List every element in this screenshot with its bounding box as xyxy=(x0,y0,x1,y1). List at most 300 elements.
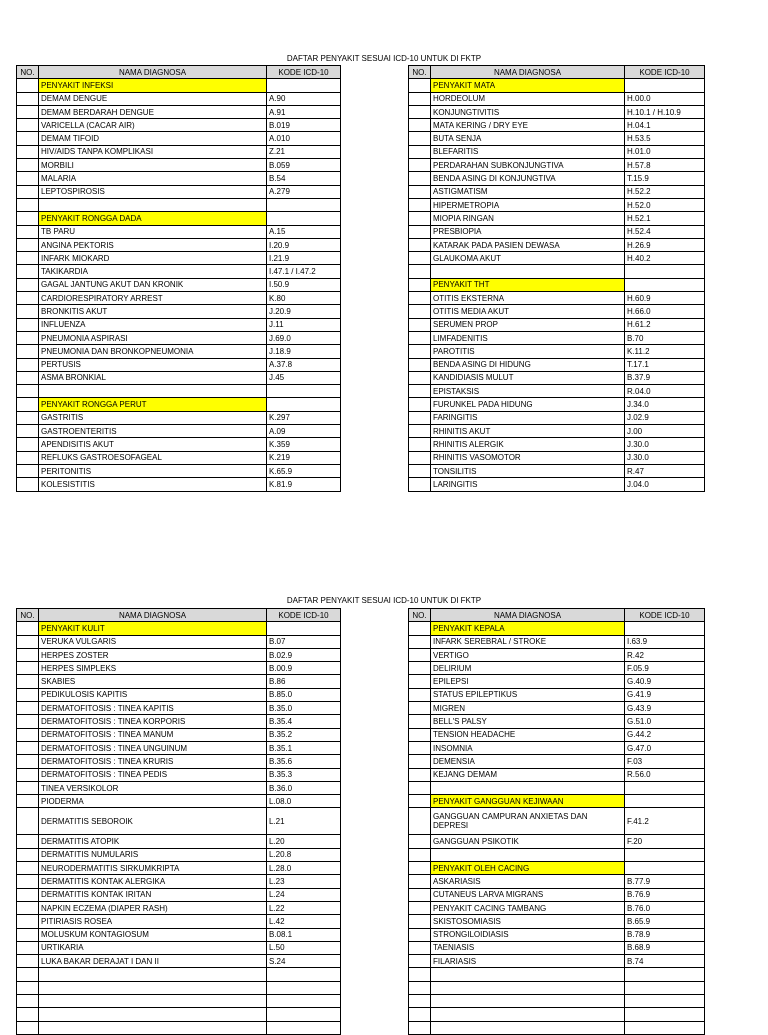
diagnosis-name xyxy=(431,981,625,994)
row-number-cell xyxy=(409,79,431,92)
header-code: KODE ICD-10 xyxy=(625,609,705,622)
diagnosis-name xyxy=(431,265,625,278)
row-number-cell xyxy=(17,781,39,794)
row-number-cell xyxy=(409,741,431,754)
icd-code: B.35.3 xyxy=(267,768,341,781)
icd-code: K.80 xyxy=(267,292,341,305)
table-row xyxy=(409,648,705,661)
row-number-cell xyxy=(17,768,39,781)
row-number-cell xyxy=(409,265,431,278)
diagnosis-name: PERITONITIS xyxy=(39,464,267,477)
icd-code xyxy=(625,278,705,291)
table-row xyxy=(17,728,341,741)
table-row xyxy=(17,768,341,781)
table-row xyxy=(17,358,341,371)
diagnosis-name xyxy=(39,1021,267,1034)
row-number-cell xyxy=(409,901,431,914)
row-number-cell xyxy=(17,875,39,888)
row-number-cell xyxy=(409,755,431,768)
table-row xyxy=(409,172,705,185)
page1-right-table xyxy=(408,65,705,492)
table-row xyxy=(409,928,705,941)
diagnosis-name: BUTA SENJA xyxy=(431,132,625,145)
row-number-cell xyxy=(17,132,39,145)
table-row xyxy=(409,1008,705,1021)
diagnosis-name: DERMATITIS NUMULARIS xyxy=(39,848,267,861)
row-number-cell xyxy=(409,371,431,384)
icd-code: A.010 xyxy=(267,132,341,145)
icd-code xyxy=(267,1021,341,1034)
diagnosis-name: NAPKIN ECZEMA (DIAPER RASH) xyxy=(39,901,267,914)
table-row xyxy=(409,159,705,172)
diagnosis-name: ASKARIASIS xyxy=(431,875,625,888)
icd-code: B.37.9 xyxy=(625,371,705,384)
diagnosis-name xyxy=(39,198,267,211)
table-row xyxy=(17,715,341,728)
icd-code: A.91 xyxy=(267,105,341,118)
section-row xyxy=(17,622,341,635)
icd-code xyxy=(625,79,705,92)
row-number-cell xyxy=(17,688,39,701)
icd-code xyxy=(625,781,705,794)
diagnosis-name: EPISTAKSIS xyxy=(431,385,625,398)
row-number-cell xyxy=(17,968,39,981)
icd-code: L.08.0 xyxy=(267,795,341,808)
icd-code: G.40.9 xyxy=(625,675,705,688)
diagnosis-name: DERMATITIS SEBOROIK xyxy=(39,808,267,835)
icd-code: Z.21 xyxy=(267,145,341,158)
diagnosis-name: PERTUSIS xyxy=(39,358,267,371)
diagnosis-name: PNEUMONIA DAN BRONKOPNEUMONIA xyxy=(39,345,267,358)
row-number-cell xyxy=(17,331,39,344)
diagnosis-name: SERUMEN PROP xyxy=(431,318,625,331)
table-row xyxy=(409,425,705,438)
row-number-cell xyxy=(409,848,431,861)
table-row xyxy=(17,305,341,318)
row-number-cell xyxy=(409,941,431,954)
row-number-cell xyxy=(409,105,431,118)
icd-code: F.20 xyxy=(625,835,705,848)
table-row xyxy=(409,1021,705,1034)
table-row xyxy=(17,331,341,344)
diagnosis-name: CUTANEUS LARVA MIGRANS xyxy=(431,888,625,901)
icd-code: B.00.9 xyxy=(267,662,341,675)
table-row xyxy=(409,675,705,688)
diagnosis-name: LUKA BAKAR DERAJAT I DAN II xyxy=(39,955,267,968)
row-number-cell xyxy=(17,92,39,105)
icd-code: G.51.0 xyxy=(625,715,705,728)
row-number-cell xyxy=(409,1021,431,1034)
row-number-cell xyxy=(17,715,39,728)
diagnosis-name: OTITIS MEDIA AKUT xyxy=(431,305,625,318)
diagnosis-name xyxy=(431,968,625,981)
header-code: KODE ICD-10 xyxy=(267,66,341,79)
table-row xyxy=(17,198,341,211)
icd-code: H.52.1 xyxy=(625,212,705,225)
table-row xyxy=(409,995,705,1008)
diagnosis-name xyxy=(431,1021,625,1034)
table-row xyxy=(409,212,705,225)
icd-code: J.18.9 xyxy=(267,345,341,358)
row-number-cell xyxy=(409,132,431,145)
diagnosis-name: BRONKITIS AKUT xyxy=(39,305,267,318)
diagnosis-name: ANGINA PEKTORIS xyxy=(39,238,267,251)
row-number-cell xyxy=(17,702,39,715)
diagnosis-name: HIPERMETROPIA xyxy=(431,198,625,211)
icd-code: G.41.9 xyxy=(625,688,705,701)
icd-code: H.52.0 xyxy=(625,198,705,211)
row-number-cell xyxy=(17,318,39,331)
table-row xyxy=(17,1021,341,1034)
diagnosis-name: RHINITIS VASOMOTOR xyxy=(431,451,625,464)
table-row xyxy=(17,941,341,954)
table-row xyxy=(409,981,705,994)
row-number-cell xyxy=(17,252,39,265)
row-number-cell xyxy=(17,278,39,291)
row-number-cell xyxy=(17,1021,39,1034)
page2-right-table xyxy=(408,608,705,1035)
table-row xyxy=(17,702,341,715)
row-number-cell xyxy=(17,411,39,424)
diagnosis-name: DERMATITIS ATOPIK xyxy=(39,835,267,848)
section-heading: PENYAKIT INFEKSI xyxy=(39,79,267,92)
table-row xyxy=(409,478,705,491)
header-name: NAMA DIAGNOSA xyxy=(39,609,267,622)
row-number-cell xyxy=(409,172,431,185)
table-row xyxy=(409,915,705,928)
icd-code: S.24 xyxy=(267,955,341,968)
row-number-cell xyxy=(409,862,431,875)
diagnosis-name: TENSION HEADACHE xyxy=(431,728,625,741)
diagnosis-name: URTIKARIA xyxy=(39,941,267,954)
header-name: NAMA DIAGNOSA xyxy=(431,609,625,622)
icd-code: A.279 xyxy=(267,185,341,198)
diagnosis-name: HIV/AIDS TANPA KOMPLIKASI xyxy=(39,145,267,158)
row-number-cell xyxy=(17,941,39,954)
section-heading: PENYAKIT RONGGA PERUT xyxy=(39,398,267,411)
table-row xyxy=(409,888,705,901)
row-number-cell xyxy=(409,451,431,464)
row-number-cell xyxy=(409,318,431,331)
table-row xyxy=(17,995,341,1008)
row-number-cell xyxy=(17,662,39,675)
icd-code: H.52.4 xyxy=(625,225,705,238)
table-row xyxy=(409,198,705,211)
table-row xyxy=(17,635,341,648)
icd-code: L.28.0 xyxy=(267,862,341,875)
row-number-cell xyxy=(409,955,431,968)
icd-code xyxy=(625,862,705,875)
icd-code xyxy=(625,968,705,981)
row-number-cell xyxy=(409,238,431,251)
table-row xyxy=(409,781,705,794)
table-row xyxy=(409,385,705,398)
icd-code: L.21 xyxy=(267,808,341,835)
icd-code: H.61.2 xyxy=(625,318,705,331)
table-row xyxy=(409,185,705,198)
diagnosis-name: KONJUNGTIVITIS xyxy=(431,105,625,118)
table-row xyxy=(17,225,341,238)
table-row xyxy=(17,741,341,754)
row-number-cell xyxy=(409,159,431,172)
row-number-cell xyxy=(17,425,39,438)
diagnosis-name: MIGREN xyxy=(431,702,625,715)
table-row xyxy=(17,238,341,251)
table-row xyxy=(17,172,341,185)
table-row xyxy=(409,702,705,715)
diagnosis-name: TB PARU xyxy=(39,225,267,238)
icd-code xyxy=(625,1021,705,1034)
section-heading: PENYAKIT KULIT xyxy=(39,622,267,635)
diagnosis-name: LEPTOSPIROSIS xyxy=(39,185,267,198)
row-number-cell xyxy=(17,728,39,741)
table-row xyxy=(409,145,705,158)
diagnosis-name: APENDISITIS AKUT xyxy=(39,438,267,451)
table-row xyxy=(409,358,705,371)
diagnosis-name: INFARK MIOKARD xyxy=(39,252,267,265)
section-heading: PENYAKIT KEPALA xyxy=(431,622,625,635)
table-row xyxy=(409,941,705,954)
icd-code: H.00.0 xyxy=(625,92,705,105)
table-row xyxy=(409,265,705,278)
table-row xyxy=(409,848,705,861)
diagnosis-name: GANGGUAN CAMPURAN ANXIETAS DAN DEPRESI xyxy=(431,808,625,835)
diagnosis-name: VERUKA VULGARIS xyxy=(39,635,267,648)
diagnosis-name: HERPES ZOSTER xyxy=(39,648,267,661)
row-number-cell xyxy=(409,331,431,344)
icd-code: J.02.9 xyxy=(625,411,705,424)
diagnosis-name: GASTROENTERITIS xyxy=(39,425,267,438)
icd-code: J.69.0 xyxy=(267,331,341,344)
header-code: KODE ICD-10 xyxy=(267,609,341,622)
table-row xyxy=(17,438,341,451)
table-row xyxy=(17,901,341,914)
row-number-cell xyxy=(409,888,431,901)
table-row xyxy=(409,238,705,251)
header-no: NO. xyxy=(409,609,431,622)
row-number-cell xyxy=(409,425,431,438)
header-no: NO. xyxy=(409,66,431,79)
diagnosis-name: MIOPIA RINGAN xyxy=(431,212,625,225)
row-number-cell xyxy=(409,411,431,424)
table-row xyxy=(17,265,341,278)
table-row xyxy=(409,768,705,781)
table-row xyxy=(409,968,705,981)
diagnosis-name: DERMATOFITOSIS : TINEA MANUM xyxy=(39,728,267,741)
diagnosis-name: MALARIA xyxy=(39,172,267,185)
diagnosis-name: DERMATITIS KONTAK ALERGIKA xyxy=(39,875,267,888)
row-number-cell xyxy=(17,635,39,648)
icd-code: L.22 xyxy=(267,901,341,914)
row-number-cell xyxy=(17,292,39,305)
icd-code xyxy=(625,981,705,994)
row-number-cell xyxy=(17,981,39,994)
diagnosis-name: OTITIS EKSTERNA xyxy=(431,292,625,305)
row-number-cell xyxy=(17,159,39,172)
icd-code: B.059 xyxy=(267,159,341,172)
icd-code: B.68.9 xyxy=(625,941,705,954)
header-code: KODE ICD-10 xyxy=(625,66,705,79)
page2-left-table xyxy=(16,608,341,1035)
row-number-cell xyxy=(17,238,39,251)
table-row xyxy=(17,411,341,424)
icd-code: H.53.5 xyxy=(625,132,705,145)
icd-code: B.76.9 xyxy=(625,888,705,901)
row-number-cell xyxy=(409,385,431,398)
icd-code: J.30.0 xyxy=(625,451,705,464)
table-row xyxy=(17,252,341,265)
diagnosis-name: PNEUMONIA ASPIRASI xyxy=(39,331,267,344)
icd-code: H.10.1 / H.10.9 xyxy=(625,105,705,118)
icd-code: B.36.0 xyxy=(267,781,341,794)
table-row xyxy=(409,688,705,701)
diagnosis-name: PEDIKULOSIS KAPITIS xyxy=(39,688,267,701)
icd-code xyxy=(267,212,341,225)
diagnosis-name: TAENIASIS xyxy=(431,941,625,954)
table-row xyxy=(17,675,341,688)
table-row xyxy=(409,635,705,648)
icd-code: K.81.9 xyxy=(267,478,341,491)
diagnosis-name xyxy=(431,995,625,1008)
icd-code: J.34.0 xyxy=(625,398,705,411)
table-row xyxy=(409,875,705,888)
icd-code: F.05.9 xyxy=(625,662,705,675)
icd-code xyxy=(625,622,705,635)
icd-code xyxy=(625,1008,705,1021)
row-number-cell xyxy=(409,875,431,888)
row-number-cell xyxy=(409,768,431,781)
header-name: NAMA DIAGNOSA xyxy=(431,66,625,79)
table-row xyxy=(17,888,341,901)
header-name: NAMA DIAGNOSA xyxy=(39,66,267,79)
diagnosis-name: REFLUKS GASTROESOFAGEAL xyxy=(39,451,267,464)
icd-code xyxy=(267,79,341,92)
row-number-cell xyxy=(17,79,39,92)
row-number-cell xyxy=(409,305,431,318)
diagnosis-name: BENDA ASING DI KONJUNGTIVA xyxy=(431,172,625,185)
icd-code xyxy=(625,848,705,861)
table-row xyxy=(409,105,705,118)
table-row xyxy=(17,132,341,145)
header-no: NO. xyxy=(17,609,39,622)
table-row xyxy=(17,915,341,928)
diagnosis-name: VERTIGO xyxy=(431,648,625,661)
table-row xyxy=(409,292,705,305)
row-number-cell xyxy=(409,198,431,211)
section-heading: PENYAKIT OLEH CACING xyxy=(431,862,625,875)
row-number-cell xyxy=(17,888,39,901)
table-row xyxy=(409,715,705,728)
diagnosis-name: DERMATOFITOSIS : TINEA UNGUINUM xyxy=(39,741,267,754)
diagnosis-name: INSOMNIA xyxy=(431,741,625,754)
icd-code: L.42 xyxy=(267,915,341,928)
icd-code: H.04.1 xyxy=(625,119,705,132)
row-number-cell xyxy=(17,808,39,835)
diagnosis-name: HORDEOLUM xyxy=(431,92,625,105)
icd-code: L.20 xyxy=(267,835,341,848)
icd-code: J.11 xyxy=(267,318,341,331)
row-number-cell xyxy=(17,675,39,688)
table-row xyxy=(17,968,341,981)
icd-code xyxy=(267,968,341,981)
diagnosis-name: SKABIES xyxy=(39,675,267,688)
row-number-cell xyxy=(17,1008,39,1021)
row-number-cell xyxy=(17,928,39,941)
section-row xyxy=(409,79,705,92)
icd-code xyxy=(625,995,705,1008)
icd-code xyxy=(625,795,705,808)
table-row xyxy=(17,955,341,968)
icd-code: J.04.0 xyxy=(625,478,705,491)
diagnosis-name: ASTIGMATISM xyxy=(431,185,625,198)
diagnosis-name: MATA KERING / DRY EYE xyxy=(431,119,625,132)
row-number-cell xyxy=(17,835,39,848)
row-number-cell xyxy=(17,648,39,661)
table-row xyxy=(17,92,341,105)
icd-code: H.52.2 xyxy=(625,185,705,198)
row-number-cell xyxy=(17,172,39,185)
row-number-cell xyxy=(409,119,431,132)
row-number-cell xyxy=(409,438,431,451)
row-number-cell xyxy=(17,915,39,928)
icd-code: J.30.0 xyxy=(625,438,705,451)
table-row xyxy=(17,425,341,438)
diagnosis-name: LARINGITIS xyxy=(431,478,625,491)
row-number-cell xyxy=(409,728,431,741)
table-row xyxy=(17,119,341,132)
row-number-cell xyxy=(409,702,431,715)
table-row xyxy=(409,411,705,424)
table-row xyxy=(409,92,705,105)
icd-code: B.70 xyxy=(625,331,705,344)
icd-code: J.20.9 xyxy=(267,305,341,318)
row-number-cell xyxy=(409,358,431,371)
table-row xyxy=(17,185,341,198)
icd-code: T.15.9 xyxy=(625,172,705,185)
row-number-cell xyxy=(17,955,39,968)
diagnosis-name: DERMATOFITOSIS : TINEA PEDIS xyxy=(39,768,267,781)
diagnosis-name: DELIRIUM xyxy=(431,662,625,675)
icd-code xyxy=(267,981,341,994)
row-number-cell xyxy=(409,278,431,291)
row-number-cell xyxy=(17,862,39,875)
row-number-cell xyxy=(409,1008,431,1021)
diagnosis-name: GLAUKOMA AKUT xyxy=(431,252,625,265)
row-number-cell xyxy=(17,848,39,861)
diagnosis-name: TAKIKARDIA xyxy=(39,265,267,278)
row-number-cell xyxy=(17,212,39,225)
icd-code: B.02.9 xyxy=(267,648,341,661)
row-number-cell xyxy=(409,92,431,105)
diagnosis-name: EPILEPSI xyxy=(431,675,625,688)
row-number-cell xyxy=(17,371,39,384)
section-row xyxy=(17,79,341,92)
table-row xyxy=(17,755,341,768)
table-row xyxy=(17,875,341,888)
row-number-cell xyxy=(409,981,431,994)
row-number-cell xyxy=(17,185,39,198)
icd-code xyxy=(267,995,341,1008)
table-row xyxy=(17,688,341,701)
row-number-cell xyxy=(17,119,39,132)
table-header-row xyxy=(409,66,705,79)
icd-code: T.17.1 xyxy=(625,358,705,371)
diagnosis-name: DEMAM TIFOID xyxy=(39,132,267,145)
row-number-cell xyxy=(17,451,39,464)
icd-code: I.20.9 xyxy=(267,238,341,251)
section-row xyxy=(409,862,705,875)
row-number-cell xyxy=(409,622,431,635)
